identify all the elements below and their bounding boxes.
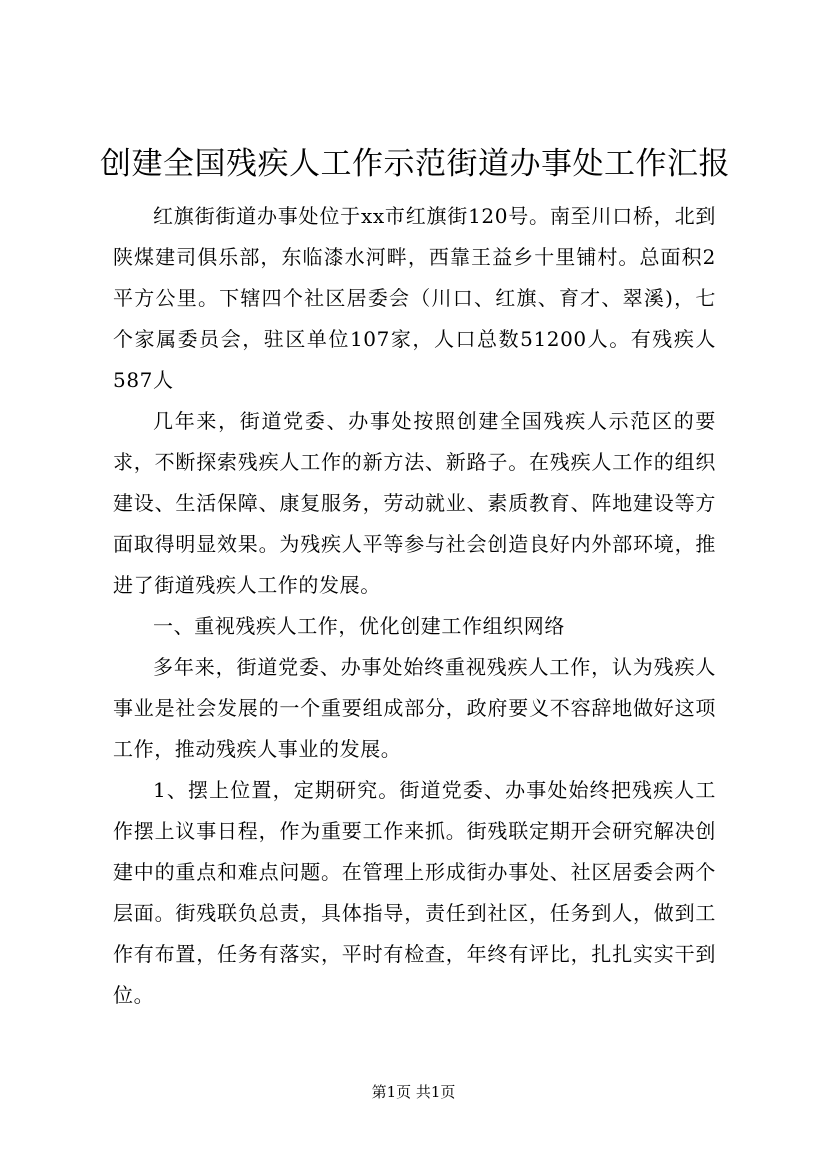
document-body <box>113 196 716 1016</box>
section-1-item-1-paragraph: 1、摆上位置，定期研究。街道党委、办事处始终把残疾人工作摆上议事日程，作为重要工作来抓。街残联定期开会研究解决创建中的重点和难点问题。在管理上形成街办事处、社区居委会两个层面。街残联负总责，具体指导，责任到社区，任务到人，做到工作有布置，任务有落实，平时有检查，年终有评比，扎扎实实干到位。 <box>113 778 716 1007</box>
section-heading-1: 一、重视残疾人工作，优化创建工作组织网络 <box>153 614 565 638</box>
section-1-paragraph: 多年来，街道党委、办事处始终重视残疾人工作，认为残疾人事业是社会发展的一个重要组成部分，政府要义不容辞地做好这项工作，推动残疾人事业的发展。 <box>113 655 716 761</box>
page-footer: 第1页 共1页 <box>371 1083 456 1101</box>
intro-paragraph: 红旗街街道办事处位于xx市红旗街120号。南至川口桥，北到陕煤建司俱乐部，东临漆水河畔，西靠王益乡十里铺村。总面积2平方公里。下辖四个社区居委会（川口、红旗、育才、翠溪)，七个家属委员会，驻区单位107家，人口总数51200人。有残疾人587人 <box>113 204 716 392</box>
document-title: 创建全国残疾人工作示范街道办事处工作汇报 <box>100 146 730 182</box>
summary-paragraph: 几年来，街道党委、办事处按照创建全国残疾人示范区的要求，不断探索残疾人工作的新方法、新路子。在残疾人工作的组织建设、生活保障、康复服务，劳动就业、素质教育、阵地建设等方面取得明显效果。为残疾人平等参与社会创造良好内外部环境，推进了街道残疾人工作的发展。 <box>113 409 716 597</box>
